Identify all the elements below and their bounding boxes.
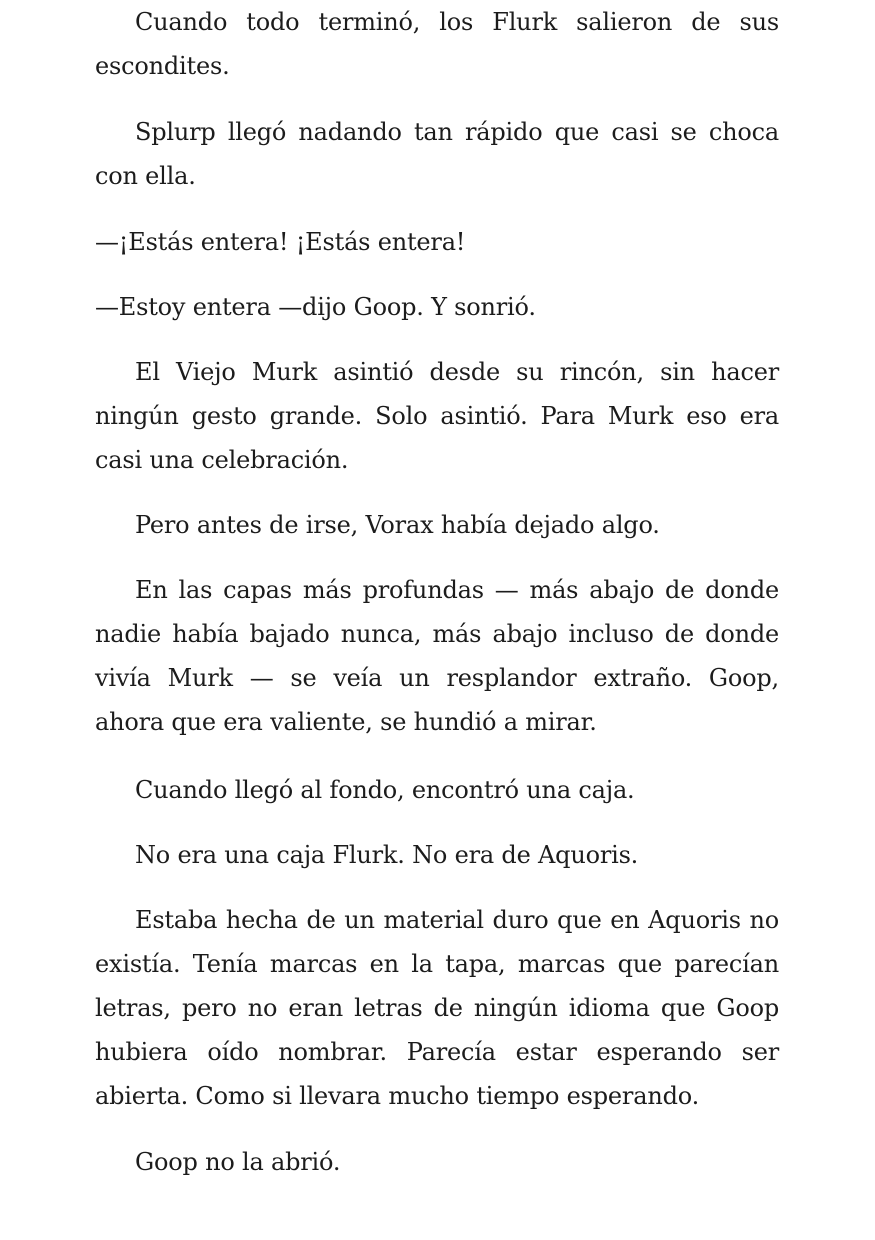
text-line: hubiera oído nombrar. Parecía estar esperando ser <box>95 1038 779 1066</box>
paragraph <box>95 1140 779 1184</box>
text-line: letras, pero no eran letras de ningún idioma que Goop <box>95 994 779 1022</box>
book-page <box>95 0 779 1240</box>
text-line: Pero antes de irse, Vorax había dejado algo. <box>135 511 660 539</box>
text-line: ahora que era valiente, se hundió a mirar. <box>95 708 597 736</box>
text-line: El Viejo Murk asintió desde su rincón, sin hacer <box>135 358 779 386</box>
paragraph <box>95 568 779 744</box>
paragraph <box>95 350 779 482</box>
text-line: Cuando todo terminó, los Flurk salieron de sus <box>135 8 779 36</box>
dialogue-paragraph <box>95 285 779 329</box>
text-line: En las capas más profundas — más abajo de donde <box>135 576 779 604</box>
text-line: No era una caja Flurk. No era de Aquoris. <box>135 841 639 869</box>
text-line: Estaba hecha de un material duro que en Aquoris no <box>135 906 779 934</box>
paragraph <box>95 768 779 812</box>
text-line: con ella. <box>95 162 196 190</box>
text-line: Goop no la abrió. <box>135 1148 341 1176</box>
text-line: Splurp llegó nadando tan rápido que casi se choca <box>135 118 779 146</box>
text-line: Cuando llegó al fondo, encontró una caja. <box>135 776 635 804</box>
dialogue-paragraph <box>95 220 779 264</box>
text-line: —¡Estás entera! ¡Estás entera! <box>95 228 466 256</box>
text-line: existía. Tenía marcas en la tapa, marcas que parecían <box>95 950 779 978</box>
paragraph <box>95 898 779 1118</box>
text-line: abierta. Como si llevara mucho tiempo esperando. <box>95 1082 699 1110</box>
paragraph <box>95 833 779 877</box>
paragraph <box>95 110 779 198</box>
paragraph <box>95 0 779 88</box>
text-line: nadie había bajado nunca, más abajo incluso de donde <box>95 620 779 648</box>
paragraph <box>95 503 779 547</box>
text-line: casi una celebración. <box>95 446 349 474</box>
text-line: vivía Murk — se veía un resplandor extraño. Goop, <box>95 664 779 692</box>
text-line: escondites. <box>95 52 230 80</box>
text-line: —Estoy entera —dijo Goop. Y sonrió. <box>95 293 536 321</box>
text-line: ningún gesto grande. Solo asintió. Para Murk eso era <box>95 402 779 430</box>
